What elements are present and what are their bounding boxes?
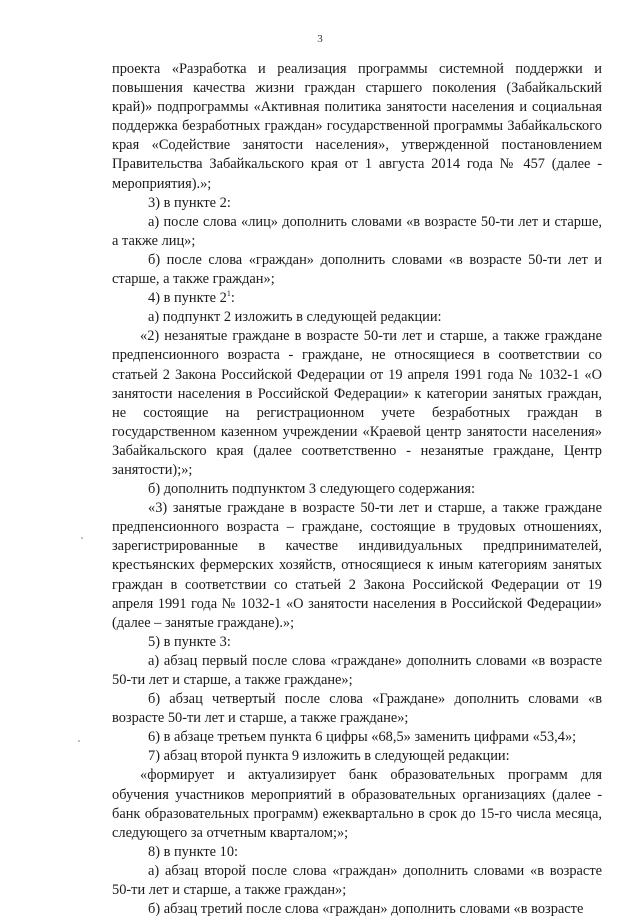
paragraph-text: проекта «Разработка и реализация программы системной поддержки и повышения качества жизни граждан старшего поколения (Забайкальский край)» подпрограммы «Активная политика занятости населения и социальная поддержка безработных граждан» государственной программы Забайкальского края «Содействие занятости населения», утвержденной постановлением Правительства Забайкальского края от 1 августа 2014 года № 457 (далее - мероприятия).»; bbox=[112, 61, 602, 192]
paragraph-text: б) дополнить подпунктом 3 следующего содержания: bbox=[148, 481, 475, 498]
paragraph-text: 3) в пункте 2: bbox=[148, 194, 231, 211]
paragraph-text: б) абзац четвертый после слова «Граждане» дополнить словами «в возрасте 50-ти лет и старше, а также граждане»; bbox=[112, 691, 602, 727]
paragraph-text: а) абзац второй после слова «граждан» дополнить словами «в возрасте 50-ти лет и старше, а также граждан»; bbox=[112, 862, 602, 899]
paragraph-text: 5) в пункте 3: bbox=[148, 633, 231, 650]
paragraph-text: а) после слова «лиц» дополнить словами «в возрасте 50-ти лет и старше, а также лиц»; bbox=[112, 213, 602, 249]
paragraph-tail: : bbox=[230, 290, 235, 307]
paragraph-text: б) абзац третий после слова «граждан» дополнить словами «в возрасте bbox=[148, 901, 584, 918]
paragraph-text: 6) в абзаце третьем пункта 6 цифры «68,5» заменить цифрами «53,4»; bbox=[148, 729, 577, 746]
paragraph-text: 7) абзац второй пункта 9 изложить в следующей редакции: bbox=[148, 748, 510, 765]
paragraph-text: 4) в пункте 2 bbox=[148, 290, 227, 307]
paragraph-text: б) после слова «граждан» дополнить словами «в возрасте 50-ти лет и старше, а также граждан»; bbox=[112, 251, 602, 288]
paragraph-text: 8) в пункте 10: bbox=[148, 843, 239, 860]
paragraph-text: «3) занятые граждане в возрасте 50-ти лет и старше, а также граждане предпенсионного возраста – граждане, состоящие в трудовых отношениях, зарегистрированные в качестве индивидуальных предпринимателей, крестьянских фермерских хозяйств, относящиеся к иным категориям занятых граждан в соответствии со статьей 2 Закона Российской Федерации от 19 апреля 1991 года № 1032-1 «О занятости населения в Российской Федерации» (далее – занятые граждане).»; bbox=[112, 500, 602, 631]
paragraph-text: а) подпункт 2 изложить в следующей редакции: bbox=[148, 309, 442, 326]
superscript: 1 bbox=[226, 289, 231, 299]
paragraph-text: «2) незанятые граждане в возрасте 50-ти лет и старше, а также граждане предпенсионного возраста - граждане, не относящиеся в соответствии со статьей 2 Закона Российской Федерации от 19 апреля 1991 года № 1032-1 «О занятости населения в Российской Федерации» к категории занятых граждан, не состоящие на регистрационном учете безработных граждан в государственном казенном учреждении «Краевой центр занятости населения» Забайкальского края (далее соответственно - незанятые граждане, Центр занятости);»; bbox=[112, 328, 602, 478]
paragraph-text: «формирует и актуализирует банк образовательных программ для обучения участников мероприятий в образовательных организациях (далее - банк образовательных программ) ежеквартально в срок до 15-го числа месяца, следующего за отчетным кварталом;»; bbox=[112, 767, 602, 841]
page-number: 3 bbox=[317, 33, 323, 45]
paragraph-text: а) абзац первый после слова «граждане» дополнить словами «в возрасте 50-ти лет и старше, а также граждане»; bbox=[112, 652, 602, 688]
